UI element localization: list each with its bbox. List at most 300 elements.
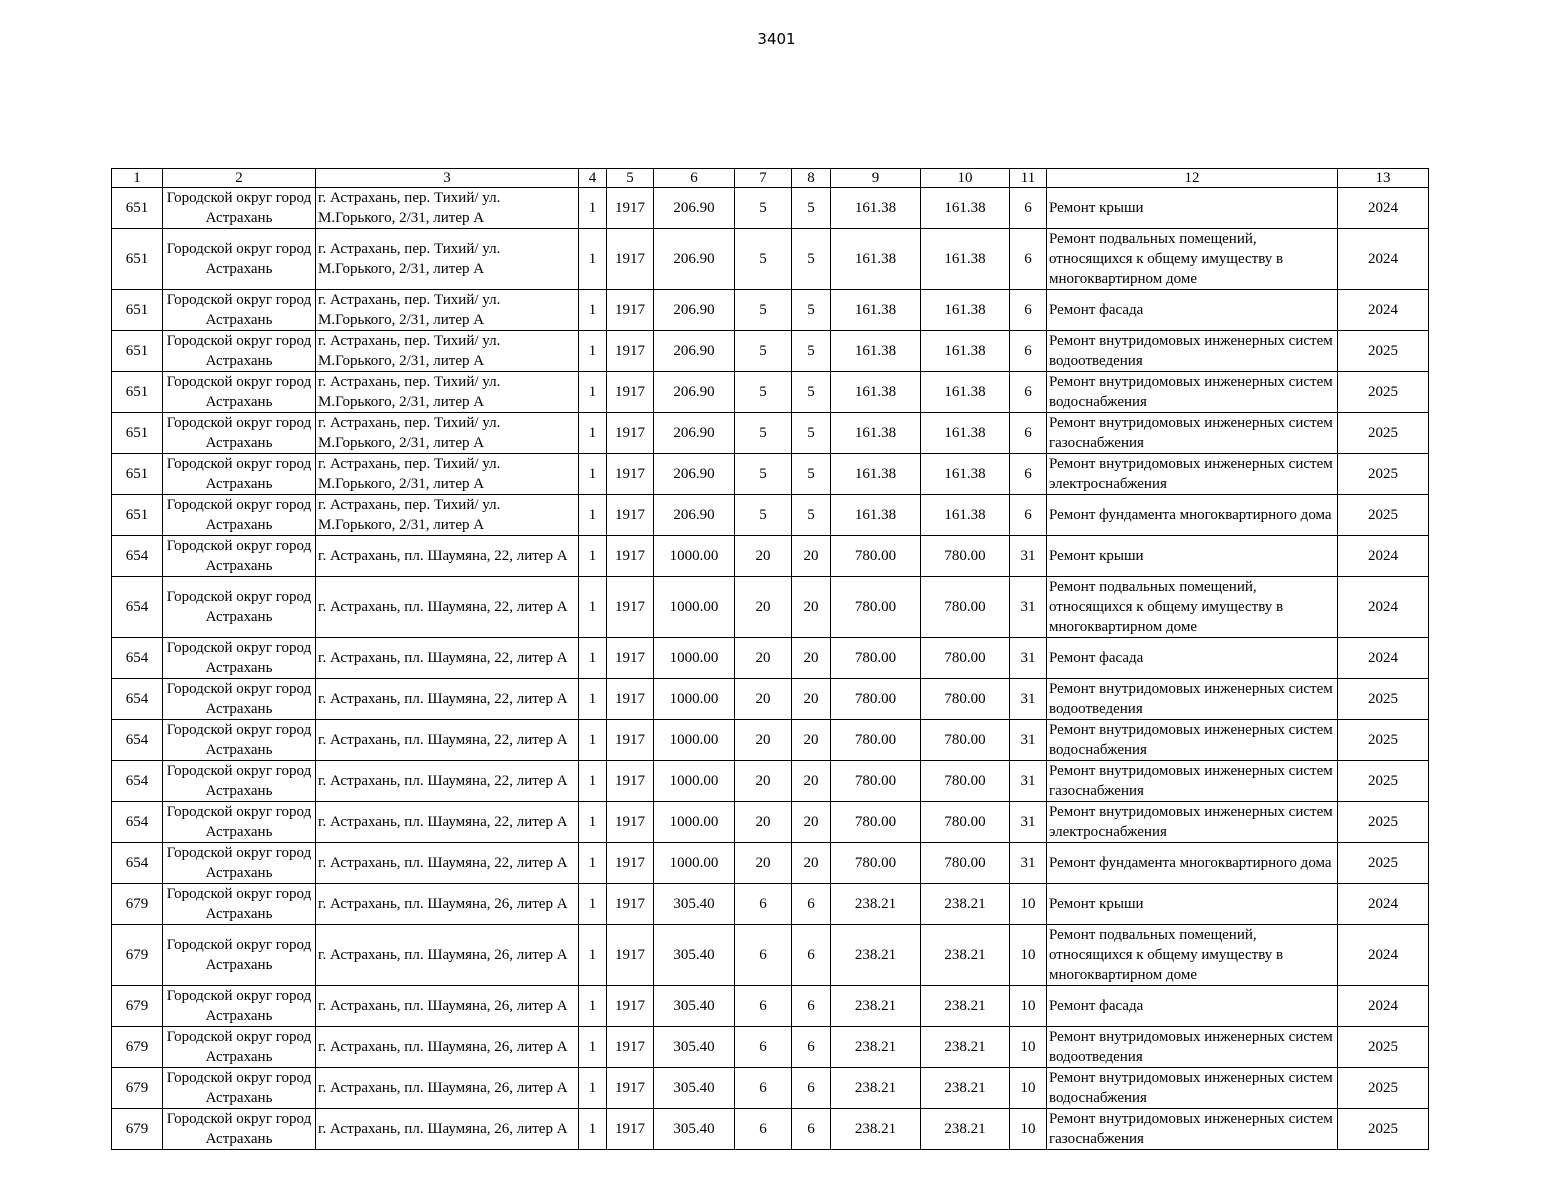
address-cell: г. Астрахань, пл. Шаумяна, 26, литер А	[316, 1027, 579, 1068]
address-cell: г. Астрахань, пер. Тихий/ ул. М.Горького, 2/31, литер А	[316, 229, 579, 290]
col8-cell: 5	[792, 495, 831, 536]
year-cell: 1917	[607, 720, 654, 761]
year-cell: 1917	[607, 536, 654, 577]
address-cell: г. Астрахань, пер. Тихий/ ул. М.Горького, 2/31, литер А	[316, 372, 579, 413]
row-number-cell: 651	[112, 290, 163, 331]
column-header: 2	[163, 169, 316, 188]
col4-cell: 1	[579, 229, 607, 290]
address-cell: г. Астрахань, пер. Тихий/ ул. М.Горького, 2/31, литер А	[316, 454, 579, 495]
col11-cell: 6	[1010, 229, 1047, 290]
col4-cell: 1	[579, 536, 607, 577]
table-row	[112, 536, 1429, 577]
address-cell: г. Астрахань, пл. Шаумяна, 22, литер А	[316, 720, 579, 761]
col10-cell: 238.21	[921, 1068, 1010, 1109]
row-number-cell: 651	[112, 495, 163, 536]
col9-cell: 238.21	[831, 884, 921, 925]
work-type-cell: Ремонт внутридомовых инженерных систем газоснабжения	[1047, 1109, 1338, 1150]
col11-cell: 31	[1010, 638, 1047, 679]
col11-cell: 6	[1010, 372, 1047, 413]
address-cell: г. Астрахань, пл. Шаумяна, 22, литер А	[316, 536, 579, 577]
col4-cell: 1	[579, 925, 607, 986]
work-type-cell: Ремонт крыши	[1047, 188, 1338, 229]
area-cell: 206.90	[654, 331, 735, 372]
col8-cell: 20	[792, 638, 831, 679]
col9-cell: 238.21	[831, 1068, 921, 1109]
col7-cell: 20	[735, 577, 792, 638]
period-cell: 2025	[1338, 331, 1429, 372]
row-number-cell: 654	[112, 679, 163, 720]
col10-cell: 780.00	[921, 577, 1010, 638]
column-header: 8	[792, 169, 831, 188]
municipality-cell: Городской округ город Астрахань	[163, 229, 316, 290]
col4-cell: 1	[579, 1068, 607, 1109]
col10-cell: 161.38	[921, 454, 1010, 495]
area-cell: 206.90	[654, 495, 735, 536]
area-cell: 1000.00	[654, 761, 735, 802]
column-header: 11	[1010, 169, 1047, 188]
row-number-cell: 679	[112, 884, 163, 925]
period-cell: 2025	[1338, 843, 1429, 884]
area-cell: 305.40	[654, 884, 735, 925]
col10-cell: 780.00	[921, 720, 1010, 761]
col4-cell: 1	[579, 638, 607, 679]
table-row	[112, 331, 1429, 372]
period-cell: 2024	[1338, 925, 1429, 986]
col7-cell: 6	[735, 1109, 792, 1150]
period-cell: 2024	[1338, 638, 1429, 679]
col10-cell: 238.21	[921, 1109, 1010, 1150]
address-cell: г. Астрахань, пл. Шаумяна, 26, литер А	[316, 1109, 579, 1150]
work-type-cell: Ремонт внутридомовых инженерных систем водоснабжения	[1047, 372, 1338, 413]
col11-cell: 31	[1010, 577, 1047, 638]
col9-cell: 238.21	[831, 1027, 921, 1068]
col4-cell: 1	[579, 454, 607, 495]
work-type-cell: Ремонт фасада	[1047, 986, 1338, 1027]
column-header: 12	[1047, 169, 1338, 188]
column-header: 10	[921, 169, 1010, 188]
period-cell: 2024	[1338, 290, 1429, 331]
col4-cell: 1	[579, 720, 607, 761]
address-cell: г. Астрахань, пл. Шаумяна, 22, литер А	[316, 638, 579, 679]
table-row	[112, 1027, 1429, 1068]
col4-cell: 1	[579, 679, 607, 720]
col4-cell: 1	[579, 495, 607, 536]
period-cell: 2025	[1338, 454, 1429, 495]
col4-cell: 1	[579, 413, 607, 454]
area-cell: 206.90	[654, 372, 735, 413]
col8-cell: 20	[792, 679, 831, 720]
column-header: 6	[654, 169, 735, 188]
col10-cell: 780.00	[921, 761, 1010, 802]
col10-cell: 161.38	[921, 229, 1010, 290]
municipality-cell: Городской округ город Астрахань	[163, 720, 316, 761]
period-cell: 2025	[1338, 802, 1429, 843]
col9-cell: 238.21	[831, 925, 921, 986]
address-cell: г. Астрахань, пл. Шаумяна, 22, литер А	[316, 577, 579, 638]
row-number-cell: 651	[112, 372, 163, 413]
col11-cell: 6	[1010, 495, 1047, 536]
col11-cell: 10	[1010, 1068, 1047, 1109]
col4-cell: 1	[579, 843, 607, 884]
col7-cell: 5	[735, 188, 792, 229]
table-row	[112, 188, 1429, 229]
year-cell: 1917	[607, 638, 654, 679]
area-cell: 206.90	[654, 188, 735, 229]
col10-cell: 780.00	[921, 802, 1010, 843]
col10-cell: 161.38	[921, 413, 1010, 454]
table-row	[112, 1068, 1429, 1109]
col8-cell: 20	[792, 536, 831, 577]
col9-cell: 238.21	[831, 986, 921, 1027]
table-row	[112, 925, 1429, 986]
period-cell: 2024	[1338, 577, 1429, 638]
col10-cell: 161.38	[921, 331, 1010, 372]
table-row	[112, 884, 1429, 925]
col7-cell: 20	[735, 802, 792, 843]
col7-cell: 5	[735, 229, 792, 290]
municipality-cell: Городской округ город Астрахань	[163, 454, 316, 495]
col4-cell: 1	[579, 1027, 607, 1068]
col7-cell: 5	[735, 331, 792, 372]
year-cell: 1917	[607, 188, 654, 229]
row-number-cell: 679	[112, 925, 163, 986]
table-body	[112, 169, 1429, 1150]
col7-cell: 20	[735, 536, 792, 577]
row-number-cell: 651	[112, 188, 163, 229]
col8-cell: 5	[792, 331, 831, 372]
row-number-cell: 679	[112, 1109, 163, 1150]
municipality-cell: Городской округ город Астрахань	[163, 413, 316, 454]
col10-cell: 238.21	[921, 925, 1010, 986]
period-cell: 2025	[1338, 372, 1429, 413]
col7-cell: 20	[735, 638, 792, 679]
municipality-cell: Городской округ город Астрахань	[163, 986, 316, 1027]
col11-cell: 31	[1010, 843, 1047, 884]
col9-cell: 161.38	[831, 454, 921, 495]
year-cell: 1917	[607, 413, 654, 454]
col8-cell: 6	[792, 1109, 831, 1150]
row-number-cell: 654	[112, 638, 163, 679]
col9-cell: 161.38	[831, 290, 921, 331]
address-cell: г. Астрахань, пл. Шаумяна, 22, литер А	[316, 761, 579, 802]
area-cell: 1000.00	[654, 679, 735, 720]
col11-cell: 6	[1010, 188, 1047, 229]
col8-cell: 6	[792, 1027, 831, 1068]
area-cell: 1000.00	[654, 577, 735, 638]
col7-cell: 20	[735, 679, 792, 720]
year-cell: 1917	[607, 229, 654, 290]
register-table	[111, 168, 1429, 1150]
col9-cell: 161.38	[831, 188, 921, 229]
year-cell: 1917	[607, 761, 654, 802]
work-type-cell: Ремонт подвальных помещений, относящихся к общему имуществу в многоквартирном доме	[1047, 577, 1338, 638]
col7-cell: 5	[735, 290, 792, 331]
col8-cell: 5	[792, 454, 831, 495]
period-cell: 2024	[1338, 229, 1429, 290]
col10-cell: 780.00	[921, 679, 1010, 720]
col11-cell: 6	[1010, 413, 1047, 454]
row-number-cell: 654	[112, 720, 163, 761]
address-cell: г. Астрахань, пл. Шаумяна, 26, литер А	[316, 884, 579, 925]
municipality-cell: Городской округ город Астрахань	[163, 638, 316, 679]
col8-cell: 20	[792, 577, 831, 638]
row-number-cell: 651	[112, 454, 163, 495]
area-cell: 305.40	[654, 1027, 735, 1068]
table-row	[112, 761, 1429, 802]
period-cell: 2025	[1338, 679, 1429, 720]
col7-cell: 5	[735, 413, 792, 454]
table-row	[112, 229, 1429, 290]
col4-cell: 1	[579, 372, 607, 413]
col10-cell: 161.38	[921, 372, 1010, 413]
area-cell: 206.90	[654, 413, 735, 454]
area-cell: 305.40	[654, 1109, 735, 1150]
page-number: 3401	[757, 30, 796, 48]
col9-cell: 161.38	[831, 331, 921, 372]
col11-cell: 6	[1010, 290, 1047, 331]
column-header: 7	[735, 169, 792, 188]
col9-cell: 780.00	[831, 720, 921, 761]
work-type-cell: Ремонт внутридомовых инженерных систем электроснабжения	[1047, 454, 1338, 495]
col7-cell: 6	[735, 884, 792, 925]
area-cell: 305.40	[654, 925, 735, 986]
col4-cell: 1	[579, 884, 607, 925]
work-type-cell: Ремонт внутридомовых инженерных систем водоотведения	[1047, 331, 1338, 372]
col8-cell: 5	[792, 229, 831, 290]
work-type-cell: Ремонт крыши	[1047, 884, 1338, 925]
municipality-cell: Городской округ город Астрахань	[163, 577, 316, 638]
year-cell: 1917	[607, 495, 654, 536]
col11-cell: 10	[1010, 884, 1047, 925]
year-cell: 1917	[607, 1068, 654, 1109]
col7-cell: 6	[735, 1068, 792, 1109]
col4-cell: 1	[579, 802, 607, 843]
year-cell: 1917	[607, 290, 654, 331]
col10-cell: 780.00	[921, 843, 1010, 884]
row-number-cell: 679	[112, 1068, 163, 1109]
col10-cell: 238.21	[921, 1027, 1010, 1068]
row-number-cell: 654	[112, 577, 163, 638]
area-cell: 206.90	[654, 229, 735, 290]
col8-cell: 20	[792, 720, 831, 761]
work-type-cell: Ремонт внутридомовых инженерных систем водоснабжения	[1047, 720, 1338, 761]
table-row	[112, 802, 1429, 843]
row-number-cell: 654	[112, 761, 163, 802]
municipality-cell: Городской округ город Астрахань	[163, 290, 316, 331]
municipality-cell: Городской округ город Астрахань	[163, 372, 316, 413]
table-row	[112, 454, 1429, 495]
table-row	[112, 1109, 1429, 1150]
work-type-cell: Ремонт подвальных помещений, относящихся к общему имуществу в многоквартирном доме	[1047, 229, 1338, 290]
work-type-cell: Ремонт внутридомовых инженерных систем водоснабжения	[1047, 1068, 1338, 1109]
address-cell: г. Астрахань, пер. Тихий/ ул. М.Горького, 2/31, литер А	[316, 413, 579, 454]
col4-cell: 1	[579, 290, 607, 331]
year-cell: 1917	[607, 454, 654, 495]
table-row	[112, 372, 1429, 413]
col11-cell: 10	[1010, 1027, 1047, 1068]
col7-cell: 20	[735, 761, 792, 802]
col9-cell: 161.38	[831, 229, 921, 290]
col7-cell: 6	[735, 986, 792, 1027]
address-cell: г. Астрахань, пл. Шаумяна, 26, литер А	[316, 986, 579, 1027]
col7-cell: 5	[735, 454, 792, 495]
col10-cell: 161.38	[921, 290, 1010, 331]
year-cell: 1917	[607, 802, 654, 843]
col4-cell: 1	[579, 188, 607, 229]
row-number-cell: 654	[112, 802, 163, 843]
municipality-cell: Городской округ город Астрахань	[163, 761, 316, 802]
col10-cell: 161.38	[921, 188, 1010, 229]
area-cell: 1000.00	[654, 802, 735, 843]
col9-cell: 161.38	[831, 372, 921, 413]
column-header: 13	[1338, 169, 1429, 188]
col11-cell: 31	[1010, 679, 1047, 720]
col11-cell: 6	[1010, 454, 1047, 495]
col7-cell: 5	[735, 495, 792, 536]
col8-cell: 5	[792, 413, 831, 454]
municipality-cell: Городской округ город Астрахань	[163, 495, 316, 536]
col8-cell: 5	[792, 372, 831, 413]
address-cell: г. Астрахань, пер. Тихий/ ул. М.Горького, 2/31, литер А	[316, 495, 579, 536]
work-type-cell: Ремонт фасада	[1047, 290, 1338, 331]
area-cell: 1000.00	[654, 638, 735, 679]
col4-cell: 1	[579, 577, 607, 638]
year-cell: 1917	[607, 577, 654, 638]
municipality-cell: Городской округ город Астрахань	[163, 802, 316, 843]
municipality-cell: Городской округ город Астрахань	[163, 536, 316, 577]
row-number-cell: 679	[112, 986, 163, 1027]
year-cell: 1917	[607, 1109, 654, 1150]
col8-cell: 6	[792, 1068, 831, 1109]
col8-cell: 20	[792, 761, 831, 802]
work-type-cell: Ремонт фасада	[1047, 638, 1338, 679]
period-cell: 2025	[1338, 495, 1429, 536]
column-header: 4	[579, 169, 607, 188]
column-header: 1	[112, 169, 163, 188]
table-row	[112, 577, 1429, 638]
year-cell: 1917	[607, 986, 654, 1027]
municipality-cell: Городской округ город Астрахань	[163, 331, 316, 372]
period-cell: 2024	[1338, 188, 1429, 229]
column-header: 5	[607, 169, 654, 188]
col7-cell: 6	[735, 925, 792, 986]
table-row	[112, 986, 1429, 1027]
work-type-cell: Ремонт внутридомовых инженерных систем водоотведения	[1047, 679, 1338, 720]
period-cell: 2024	[1338, 884, 1429, 925]
year-cell: 1917	[607, 884, 654, 925]
col11-cell: 31	[1010, 761, 1047, 802]
col10-cell: 780.00	[921, 536, 1010, 577]
area-cell: 305.40	[654, 1068, 735, 1109]
year-cell: 1917	[607, 843, 654, 884]
address-cell: г. Астрахань, пер. Тихий/ ул. М.Горького, 2/31, литер А	[316, 290, 579, 331]
col9-cell: 780.00	[831, 536, 921, 577]
address-cell: г. Астрахань, пл. Шаумяна, 22, литер А	[316, 843, 579, 884]
col11-cell: 6	[1010, 331, 1047, 372]
year-cell: 1917	[607, 925, 654, 986]
col9-cell: 161.38	[831, 413, 921, 454]
table-row	[112, 679, 1429, 720]
col11-cell: 10	[1010, 986, 1047, 1027]
row-number-cell: 651	[112, 229, 163, 290]
table-row	[112, 290, 1429, 331]
period-cell: 2025	[1338, 1027, 1429, 1068]
table-row	[112, 495, 1429, 536]
work-type-cell: Ремонт внутридомовых инженерных систем газоснабжения	[1047, 761, 1338, 802]
col9-cell: 780.00	[831, 802, 921, 843]
col9-cell: 238.21	[831, 1109, 921, 1150]
municipality-cell: Городской округ город Астрахань	[163, 188, 316, 229]
address-cell: г. Астрахань, пер. Тихий/ ул. М.Горького, 2/31, литер А	[316, 188, 579, 229]
municipality-cell: Городской округ город Астрахань	[163, 1068, 316, 1109]
col8-cell: 5	[792, 188, 831, 229]
row-number-cell: 651	[112, 331, 163, 372]
area-cell: 206.90	[654, 290, 735, 331]
work-type-cell: Ремонт внутридомовых инженерных систем водоотведения	[1047, 1027, 1338, 1068]
col4-cell: 1	[579, 761, 607, 802]
col11-cell: 31	[1010, 536, 1047, 577]
col7-cell: 5	[735, 372, 792, 413]
table-row	[112, 843, 1429, 884]
table-row	[112, 720, 1429, 761]
municipality-cell: Городской округ город Астрахань	[163, 679, 316, 720]
col10-cell: 238.21	[921, 986, 1010, 1027]
area-cell: 1000.00	[654, 720, 735, 761]
col11-cell: 10	[1010, 1109, 1047, 1150]
table-row	[112, 638, 1429, 679]
row-number-cell: 651	[112, 413, 163, 454]
col8-cell: 6	[792, 884, 831, 925]
municipality-cell: Городской округ город Астрахань	[163, 1027, 316, 1068]
work-type-cell: Ремонт подвальных помещений, относящихся к общему имуществу в многоквартирном доме	[1047, 925, 1338, 986]
col8-cell: 5	[792, 290, 831, 331]
column-header: 3	[316, 169, 579, 188]
col8-cell: 6	[792, 925, 831, 986]
col9-cell: 780.00	[831, 761, 921, 802]
address-cell: г. Астрахань, пл. Шаумяна, 26, литер А	[316, 925, 579, 986]
col4-cell: 1	[579, 986, 607, 1027]
work-type-cell: Ремонт фундамента многоквартирного дома	[1047, 495, 1338, 536]
col7-cell: 20	[735, 720, 792, 761]
row-number-cell: 654	[112, 843, 163, 884]
col9-cell: 780.00	[831, 638, 921, 679]
work-type-cell: Ремонт внутридомовых инженерных систем электроснабжения	[1047, 802, 1338, 843]
period-cell: 2025	[1338, 1068, 1429, 1109]
municipality-cell: Городской округ город Астрахань	[163, 843, 316, 884]
period-cell: 2025	[1338, 413, 1429, 454]
year-cell: 1917	[607, 679, 654, 720]
municipality-cell: Городской округ город Астрахань	[163, 1109, 316, 1150]
address-cell: г. Астрахань, пл. Шаумяна, 22, литер А	[316, 802, 579, 843]
period-cell: 2024	[1338, 986, 1429, 1027]
col7-cell: 20	[735, 843, 792, 884]
col8-cell: 20	[792, 802, 831, 843]
year-cell: 1917	[607, 1027, 654, 1068]
col4-cell: 1	[579, 331, 607, 372]
area-cell: 305.40	[654, 986, 735, 1027]
col11-cell: 31	[1010, 802, 1047, 843]
col9-cell: 161.38	[831, 495, 921, 536]
work-type-cell: Ремонт внутридомовых инженерных систем газоснабжения	[1047, 413, 1338, 454]
column-header: 9	[831, 169, 921, 188]
header-row	[112, 169, 1429, 188]
period-cell: 2025	[1338, 720, 1429, 761]
area-cell: 1000.00	[654, 536, 735, 577]
table-row	[112, 413, 1429, 454]
year-cell: 1917	[607, 372, 654, 413]
area-cell: 206.90	[654, 454, 735, 495]
period-cell: 2025	[1338, 761, 1429, 802]
